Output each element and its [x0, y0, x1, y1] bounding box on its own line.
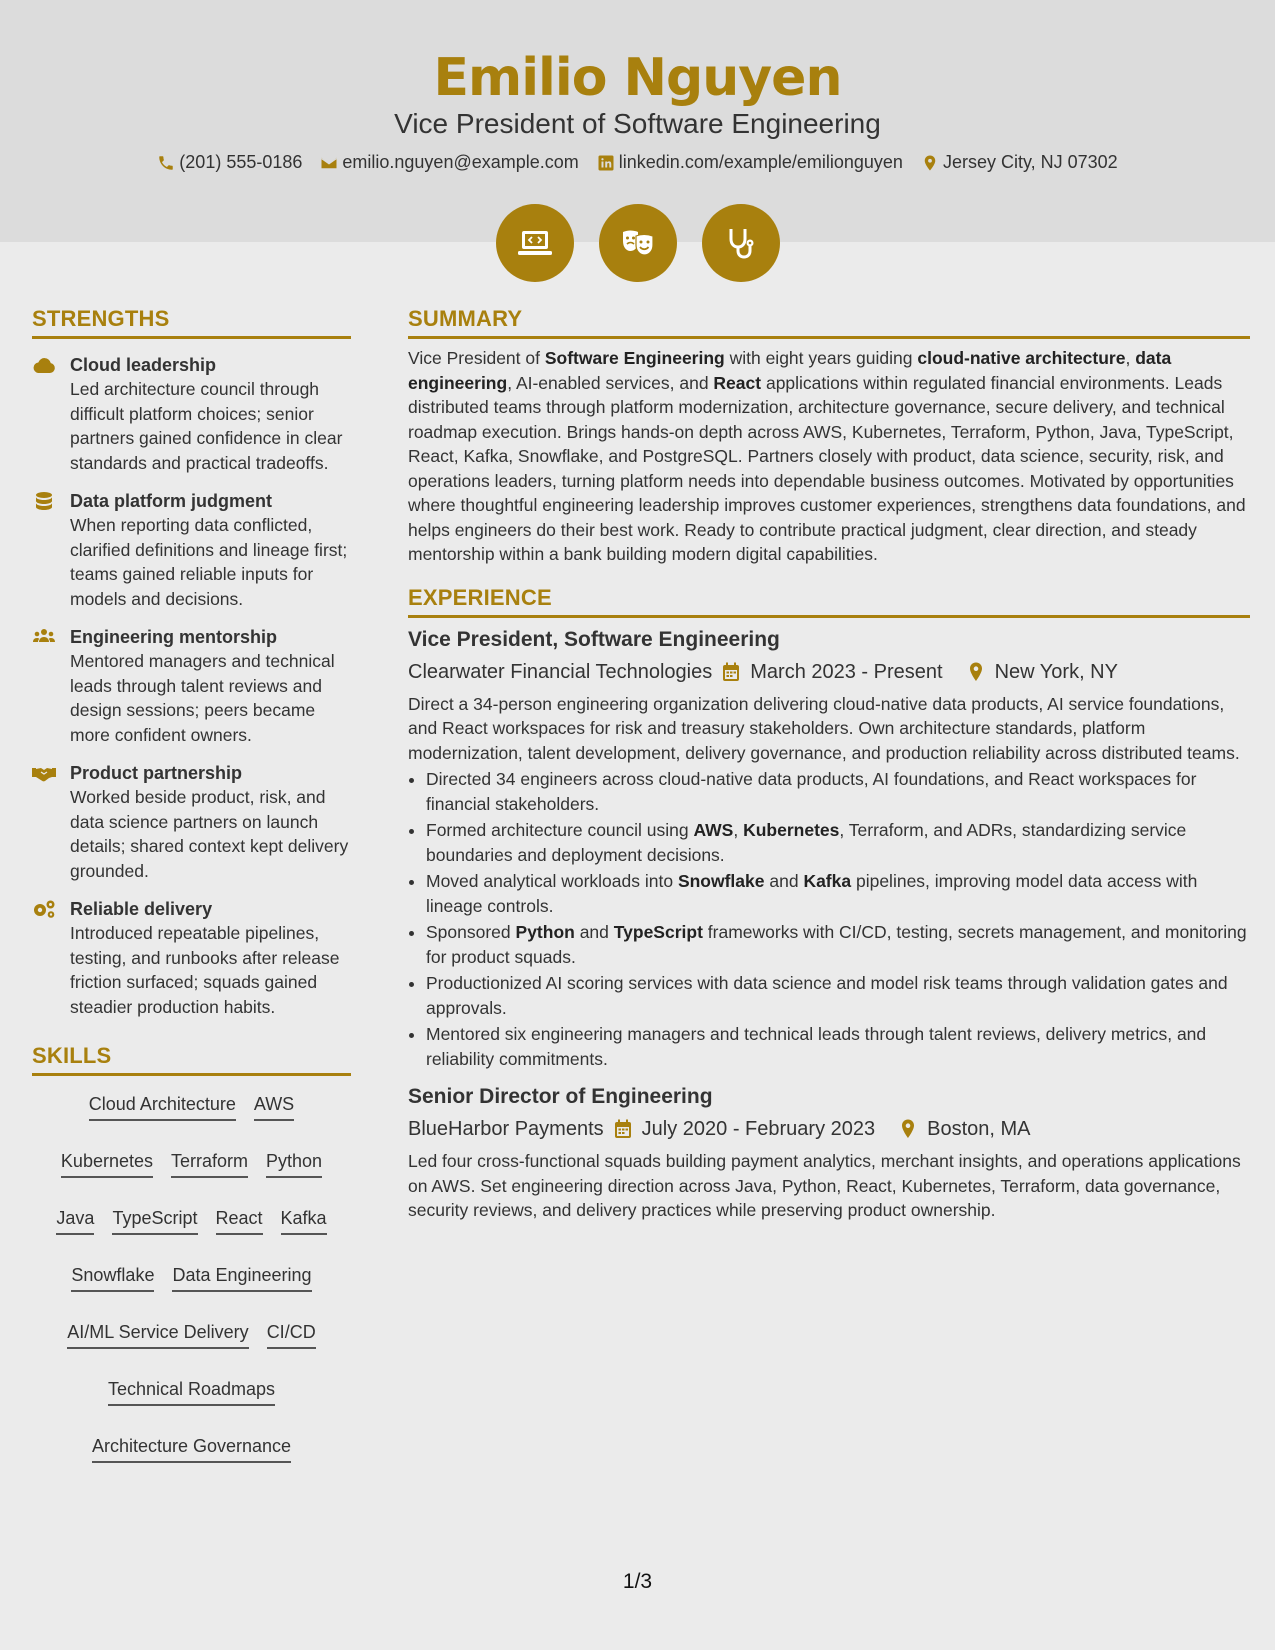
phone-text: (201) 555-0186 [179, 152, 303, 172]
right-column [408, 306, 1250, 1223]
strength-item [32, 761, 351, 883]
skill-tag: Architecture Governance [92, 1432, 291, 1463]
skill-tag: AI/ML Service Delivery [67, 1318, 248, 1349]
job-bullets [426, 767, 1250, 1071]
strength-name: Product partnership [70, 763, 243, 783]
skill-tag: Kubernetes [61, 1147, 153, 1178]
job-meta [408, 1115, 1250, 1143]
skill-tag: React [216, 1204, 263, 1235]
job-meta [408, 658, 1250, 686]
email-text: emilio.nguyen@example.com [342, 152, 579, 172]
job-company: Clearwater Financial Technologies [408, 660, 713, 683]
page-number: 1/3 [622, 1570, 653, 1593]
contact-linkedin[interactable] [597, 152, 903, 173]
badge-row [0, 204, 1275, 282]
strength-item [32, 489, 351, 611]
job-description: Direct a 34-person engineering organization delivering cloud-native data products, AI service foundations, and React workspaces for risk and treasury stakeholders. Own architecture standards, platform modernization, talent development, delivery governance, and production reliability across distributed teams. [408, 693, 1240, 763]
strength-name: Reliable delivery [70, 899, 213, 919]
job-title: Senior Director of Engineering [408, 1085, 713, 1108]
location-text: Jersey City, NJ 07302 [942, 152, 1118, 172]
job-location: Boston, MA [927, 1118, 1031, 1140]
job-entry [408, 626, 1250, 1072]
skills-heading: SKILLS [32, 1043, 351, 1076]
calendar-icon [614, 1119, 632, 1139]
envelope-icon [320, 154, 338, 172]
contact-bar [0, 152, 1275, 173]
job-title: Vice President, Software Engineering [408, 627, 780, 651]
bullet-item: • Moved analytical workloads into Snowflake and Kafka pipelines, improving model data access with lineage controls. [426, 869, 1250, 918]
strength-item [32, 897, 351, 1019]
bullet-item: • Productionized AI scoring services with data science and model risk teams through validation gates and approvals. [426, 971, 1250, 1020]
database-icon [32, 491, 56, 511]
job-entry [408, 1083, 1250, 1223]
skill-tag: Snowflake [71, 1261, 154, 1292]
strength-name: Cloud leadership [70, 355, 217, 375]
candidate-name: Emilio Nguyen [433, 48, 842, 108]
skill-tag: Cloud Architecture [89, 1090, 236, 1121]
gears-icon [32, 899, 56, 919]
job-description: Led four cross-functional squads building payment analytics, merchant insights, and operations applications on AWS. Set engineering direction across Java, Python, React, Kubernetes, Terraform, data governance, security reviews, and delivery practices while preserving product ownership. [408, 1151, 1241, 1220]
strength-name: Engineering mentorship [70, 627, 278, 647]
linkedin-text: linkedin.com/example/emilionguyen [618, 152, 903, 172]
linkedin-icon [597, 154, 615, 172]
skill-tag: Data Engineering [172, 1261, 311, 1292]
skill-tag: Technical Roadmaps [108, 1375, 275, 1406]
left-column [32, 306, 351, 1463]
skill-tag: AWS [254, 1090, 294, 1121]
job-company: BlueHarbor Payments [408, 1118, 604, 1140]
laptop-code-icon [515, 223, 555, 263]
job-dates: July 2020 - February 2023 [641, 1118, 876, 1140]
contact-location [921, 152, 1118, 173]
stethoscope-icon [721, 223, 761, 263]
calendar-icon [722, 662, 740, 682]
strength-item [32, 353, 351, 475]
contact-email[interactable] [320, 152, 578, 173]
contact-phone[interactable] [157, 152, 302, 173]
bullet-item: • Sponsored Python and TypeScript frameworks with CI/CD, testing, secrets management, and monitoring for product squads. [426, 920, 1250, 969]
bullet-item: • Formed architecture council using AWS, Kubernetes, Terraform, and ADRs, standardizing service boundaries and deployment decisions. [426, 818, 1250, 867]
strengths-heading: STRENGTHS [32, 306, 351, 339]
users-icon [32, 627, 56, 647]
skill-tag: CI/CD [267, 1318, 316, 1349]
handshake-icon [32, 763, 56, 783]
skill-tag: TypeScript [112, 1204, 197, 1235]
strength-name: Data platform judgment [70, 491, 273, 511]
map-pin-icon [899, 1119, 917, 1139]
strength-desc: Led architecture council through difficult platform choices; senior partners gained confidence in clear standards and practical tradeoffs. [70, 379, 343, 473]
strength-desc: Introduced repeatable pipelines, testing, and runbooks after release friction surfaced; squads gained steadier production habits. [70, 923, 340, 1017]
map-pin-icon [921, 154, 939, 172]
skill-tag: Python [266, 1147, 322, 1178]
skill-tag: Terraform [171, 1147, 248, 1178]
cloud-icon [32, 355, 56, 375]
strength-desc: Worked beside product, risk, and data science partners on launch details; shared context kept delivery grounded. [70, 787, 349, 881]
laptop-code-badge [496, 204, 574, 282]
summary-text: Vice President of Software Engineering with eight years guiding cloud-native architecture, data engineering, AI-enabled services, and React applications within regulated financial environments. Leads distributed teams through platform modernization, architecture governance, secure delivery, and technical roadmap execution. Brings hands-on depth across AWS, Kubernetes, Terraform, Python, Java, TypeScript, React, Kafka, Snowflake, and PostgreSQL. Partners closely with product, data science, security, risk, and operations leaders, turning platform needs into dependable business outcomes. Motivated by opportunities where thoughtful engineering leadership improves customer experiences, strengthens data foundations, and helps engineers do their best work. Ready to contribute practical judgment, clear direction, and steady mentorship within a bank building modern digital capabilities. [408, 348, 1246, 564]
phone-icon [157, 154, 175, 172]
bullet-item: • Mentored six engineering managers and technical leads through talent reviews, delivery metrics, and reliability commitments. [426, 1022, 1250, 1071]
job-dates: March 2023 - Present [750, 660, 943, 683]
candidate-title: Vice President of Software Engineering [394, 108, 881, 139]
map-pin-icon [967, 662, 985, 682]
job-location: New York, NY [994, 660, 1118, 683]
strength-item [32, 625, 351, 747]
experience-heading: EXPERIENCE [408, 585, 1250, 618]
skill-tag: Kafka [281, 1204, 327, 1235]
strength-desc: When reporting data conflicted, clarified definitions and lineage first; teams gained reliable inputs for models and decisions. [70, 515, 348, 609]
summary-heading: SUMMARY [408, 306, 1250, 339]
stethoscope-badge [702, 204, 780, 282]
skills-list [32, 1090, 351, 1463]
theater-masks-badge [599, 204, 677, 282]
strength-desc: Mentored managers and technical leads through talent reviews and design sessions; peers became more confident owners. [70, 651, 335, 745]
skill-tag: Java [56, 1204, 94, 1235]
masks-theater-icon [618, 223, 658, 263]
bullet-item: • Directed 34 engineers across cloud-native data products, AI foundations, and React workspaces for financial stakeholders. [426, 767, 1250, 816]
